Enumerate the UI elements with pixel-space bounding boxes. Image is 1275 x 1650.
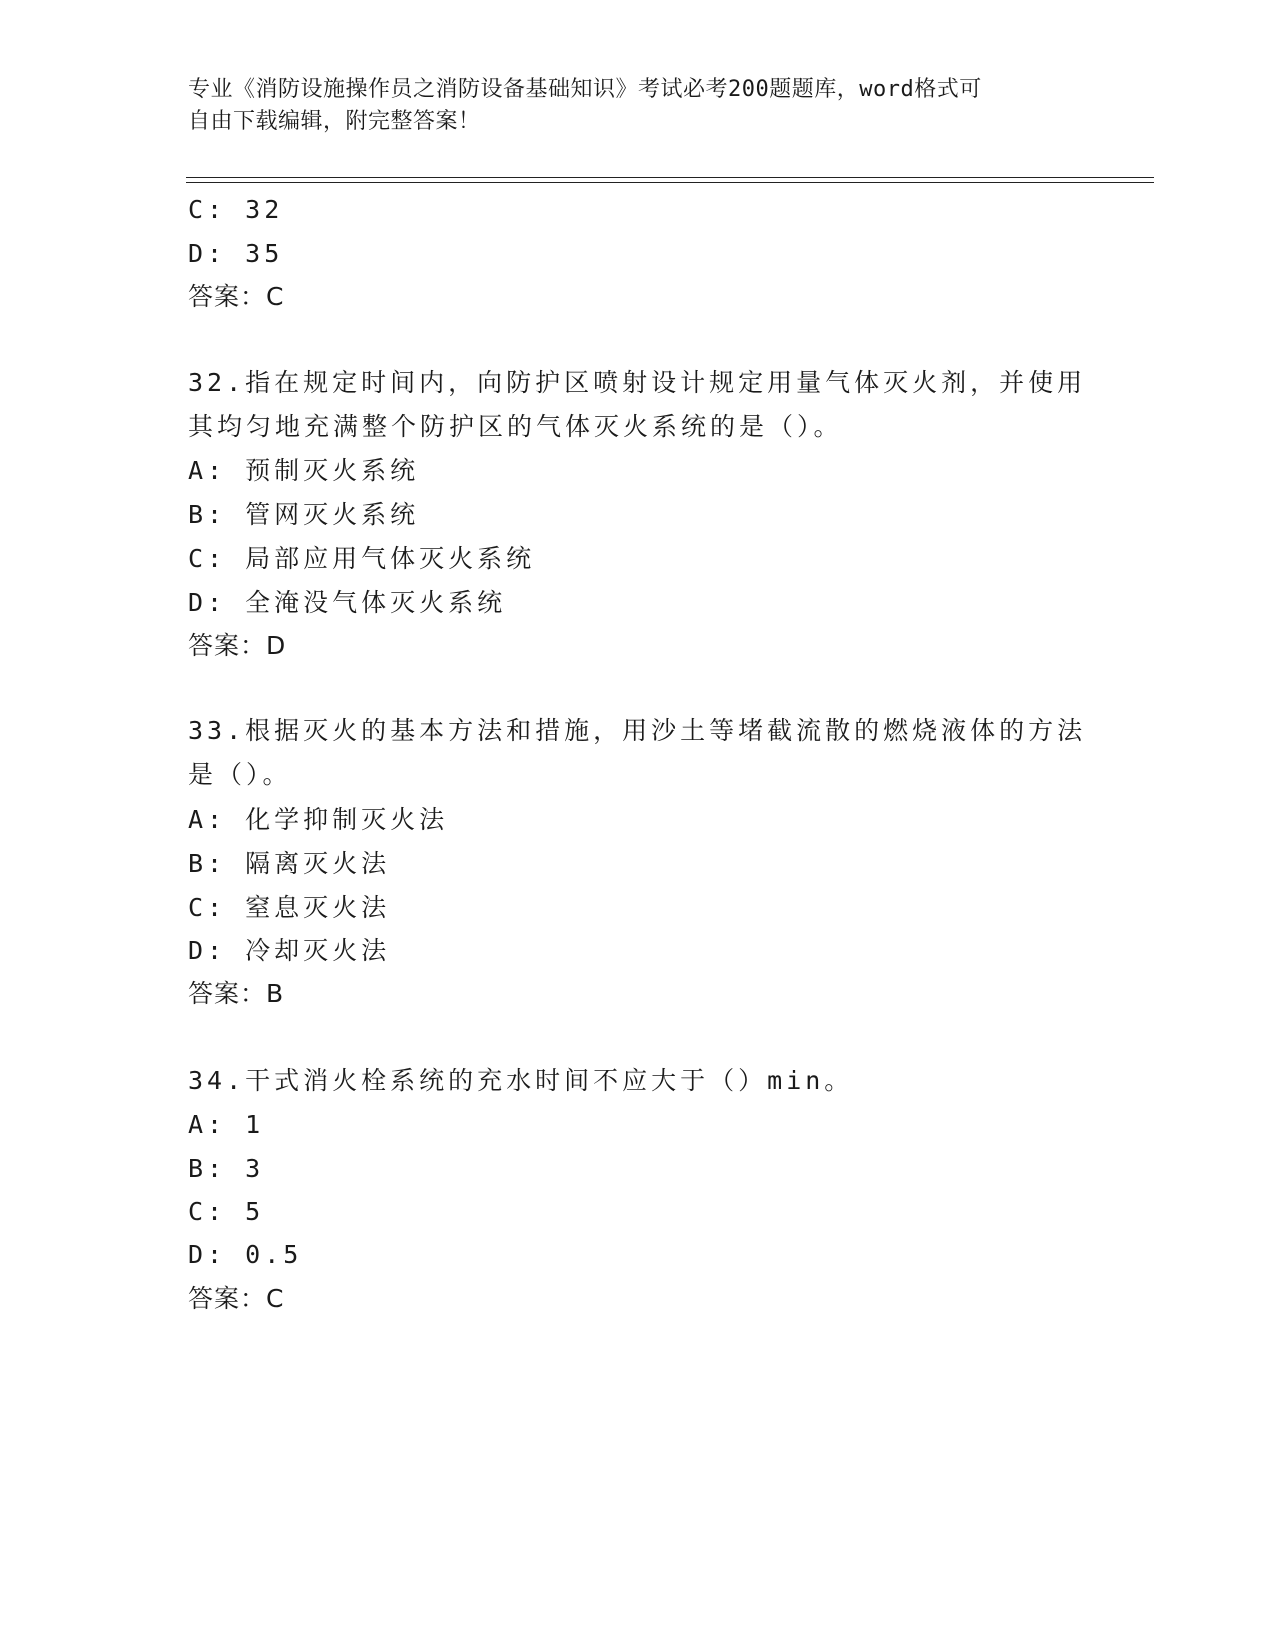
document-header: [188, 74, 1068, 138]
header-line-2: 自由下载编辑，附完整答案！: [188, 109, 481, 134]
option-label: A:: [188, 456, 227, 485]
option-text: 隔离灭火法: [245, 849, 391, 878]
option-label: B:: [188, 849, 227, 878]
option-label: A:: [188, 805, 227, 834]
option-line: [188, 849, 390, 879]
option-text: 管网灭火系统: [245, 500, 420, 529]
option-line: [188, 1154, 264, 1184]
question-stem-line: 32.指在规定时间内，向防护区喷射设计规定用量气体灭火剂，并使用: [188, 368, 1087, 397]
option-text: 化学抑制灭火法: [245, 805, 449, 834]
option-label: D:: [188, 936, 227, 965]
header-line-1: 专业《消防设施操作员之消防设备基础知识》考试必考200题题库，word格式可: [188, 77, 982, 102]
option-text: 窒息灭火法: [245, 893, 391, 922]
option-line: [188, 936, 390, 966]
answer-line: 答案：C: [188, 1284, 285, 1313]
question-stem-line: 33.根据灭火的基本方法和措施，用沙土等堵截流散的燃烧液体的方法: [188, 716, 1087, 745]
option-line: [188, 1197, 264, 1227]
option-text: 冷却灭火法: [245, 936, 391, 965]
option-line: [188, 195, 283, 225]
answer-line: 答案：C: [188, 282, 285, 311]
option-label: D:: [188, 1240, 227, 1269]
option-text: 0.5: [245, 1240, 303, 1269]
option-label: D:: [188, 239, 227, 268]
option-line: [188, 588, 506, 618]
option-line: [188, 239, 283, 269]
option-line: [188, 500, 419, 530]
answer-line: 答案：B: [188, 979, 285, 1008]
option-text: 1: [245, 1110, 265, 1139]
header-divider-top: [186, 177, 1154, 178]
option-line: [188, 456, 419, 486]
option-line: [188, 544, 535, 574]
option-text: 预制灭火系统: [245, 456, 420, 485]
question-stem-line: 34.干式消火栓系统的充水时间不应大于（）min。: [188, 1066, 854, 1095]
question-stem-line: 其均匀地充满整个防护区的气体灭火系统的是（）。: [188, 412, 843, 441]
option-line: [188, 1240, 302, 1270]
option-label: C:: [188, 544, 227, 573]
answer-line: 答案：D: [188, 631, 287, 660]
option-label: B:: [188, 500, 227, 529]
option-text: 32: [245, 195, 284, 224]
option-text: 局部应用气体灭火系统: [245, 544, 536, 573]
question-stem-line: 是（）。: [188, 760, 292, 789]
option-line: [188, 805, 448, 835]
option-text: 35: [245, 239, 284, 268]
option-label: C:: [188, 893, 227, 922]
option-label: D:: [188, 588, 227, 617]
header-divider-bottom: [186, 182, 1154, 183]
option-text: 全淹没气体灭火系统: [245, 588, 507, 617]
option-text: 5: [245, 1197, 265, 1226]
option-line: [188, 893, 390, 923]
option-text: 3: [245, 1154, 265, 1183]
option-line: [188, 1110, 264, 1140]
option-label: A:: [188, 1110, 227, 1139]
option-label: C:: [188, 1197, 227, 1226]
option-label: C:: [188, 195, 227, 224]
option-label: B:: [188, 1154, 227, 1183]
